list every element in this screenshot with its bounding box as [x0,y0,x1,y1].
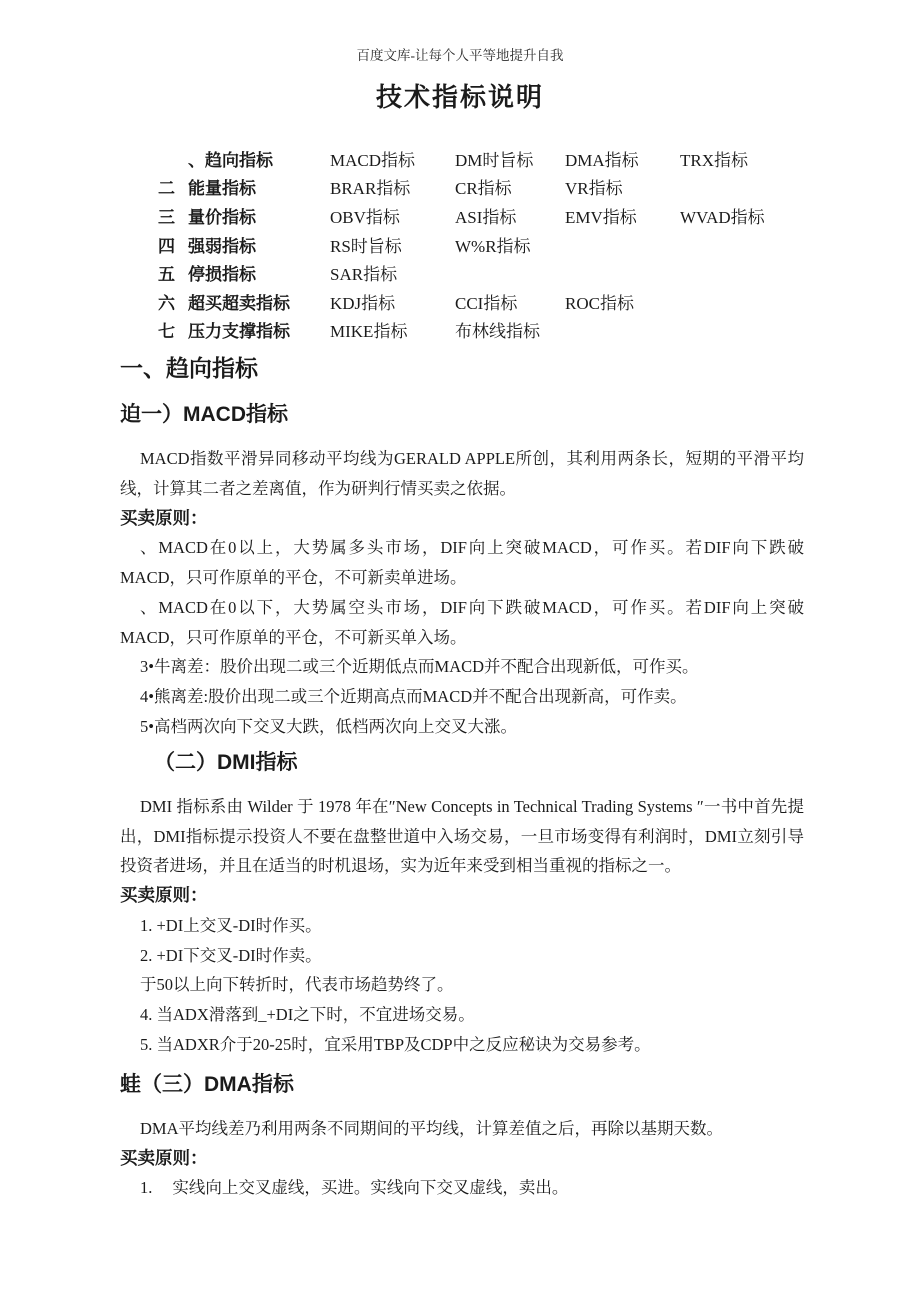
dma-rule-text: 实线向上交叉虚线，买进。实线向下交叉虚线，卖出。 [172,1178,569,1197]
toc-row-number: 六 [158,293,175,313]
toc-indicator: WVAD指标 [680,207,765,227]
toc-row [158,201,920,230]
toc-indicator: DMA指标 [565,150,639,170]
toc-indicator: KDJ指标 [330,293,396,313]
macd-rule: 、MACD在0以下，大势属空头市场，DIF向下跌破MACD，可作买。若DIF向上突破MACD，只可作原单的平仓，不可新买单入场。 [120,597,804,647]
macd-rule: 4•熊离差:股价出现二或三个近期高点而MACD并不配合出现新高，可作卖。 [140,687,687,707]
table-of-contents [158,144,920,344]
dmi-rule: 1. +DI上交叉-DI时作买。 [140,915,322,935]
dmi-rule: 5. 当ADXR介于20-25时，宜采用TBP及CDP中之反应秘诀为交易参考。 [140,1034,651,1054]
dmi-rule: 4. 当ADX滑落到_+DI之下时，不宜进场交易。 [140,1005,475,1025]
section-heading-trend-indicators: 一、趋向指标 [120,355,258,382]
toc-indicator: BRAR指标 [330,179,411,199]
site-slogan: 百度文库-让每个人平等地提升自我 [356,48,564,63]
dma-rule-number: 1. [140,1178,153,1197]
macd-rule: 、MACD在0以上，大势属多头市场，DIF向上突破MACD，可作买。若DIF向下跌破MACD，只可作原单的平仓，不可新卖单进场。 [120,538,804,588]
toc-indicator: RS时旨标 [330,236,402,256]
toc-indicator: SAR指标 [330,265,398,285]
toc-category-label: 强弱指标 [188,236,256,256]
dma-rule [140,1173,804,1203]
macd-rules-label: 买卖原则： [120,507,208,528]
toc-category-label: 超买超卖指标 [188,293,290,313]
toc-indicator: MIKE指标 [330,322,408,342]
toc-indicator: DM时旨标 [455,150,534,170]
toc-indicator: ASI指标 [455,207,517,227]
dmi-rule: 2. +DI下交叉-DI时作卖。 [140,945,322,965]
toc-category-label: 停损指标 [188,265,256,285]
toc-row [158,287,920,316]
toc-row-number: 四 [158,236,175,256]
toc-indicator: VR指标 [565,179,623,199]
toc-indicator: TRX指标 [680,150,748,170]
toc-indicator: MACD指标 [330,150,416,170]
toc-row-number: 三 [158,207,175,227]
dmi-intro-paragraph: DMI 指标系由 Wilder 于 1978 年在″New Concepts in Technical Trading Systems ″一书中首先提出，DMI指标提示投资人不要在盘整世道中入场交易，一旦市场变得有利润时，DMI立刻引导投资者进场，并且在适当的时机退场，实为近年来受到相当重视的指标之一。 [120,796,804,876]
dmi-rules-label: 买卖原则： [120,885,208,906]
toc-indicator: CR指标 [455,179,512,199]
toc-indicator: 布林线指标 [455,322,540,342]
subsection-heading-macd: 迫一）MACD指标 [120,403,288,427]
subsection-heading-dmi: （二）DMI指标 [154,750,298,774]
toc-row-number: 五 [158,265,175,285]
toc-indicator: W%R指标 [455,236,531,256]
dma-rules-label: 买卖原则： [120,1147,208,1168]
toc-indicator: EMV指标 [565,207,637,227]
macd-intro-paragraph: MACD指数平滑异同移动平均线为GERALD APPLE所创，其利用两条长，短期的平滑平均线，计算其二者之差离值，作为研判行情买卖之依据。 [120,449,804,498]
page-title: 技术指标说明 [375,83,544,112]
toc-indicator: ROC指标 [565,293,634,313]
toc-row [158,258,920,287]
dma-intro-paragraph: DMA平均线差乃利用两条不同期间的平均线，计算差值之后，再除以基期天数。 [140,1118,724,1138]
toc-indicator: OBV指标 [330,207,400,227]
toc-row [158,316,920,345]
toc-row [158,144,920,173]
toc-row [158,173,920,202]
toc-row-number: 二 [158,179,175,199]
toc-row-number: 七 [158,322,175,342]
document-body [120,352,804,1203]
subsection-heading-dma: 蛙（三）DMA指标 [120,1072,294,1096]
toc-category-label: 压力支撑指标 [188,322,290,342]
toc-category-label: 能量指标 [188,179,256,199]
macd-rule: 3•牛离差：股价出现二或三个近期低点而MACD并不配合出现新低，可作买。 [140,657,699,677]
dmi-rule: 于50以上向下转折时，代表市场趋势终了。 [140,975,454,995]
toc-category-label: 量价指标 [188,207,256,227]
macd-rule: 5•高档两次向下交叉大跌，低档两次向上交叉大涨。 [140,717,518,737]
toc-indicator: CCI指标 [455,293,518,313]
toc-row [158,230,920,259]
toc-category-label: 、趋向指标 [188,150,273,170]
